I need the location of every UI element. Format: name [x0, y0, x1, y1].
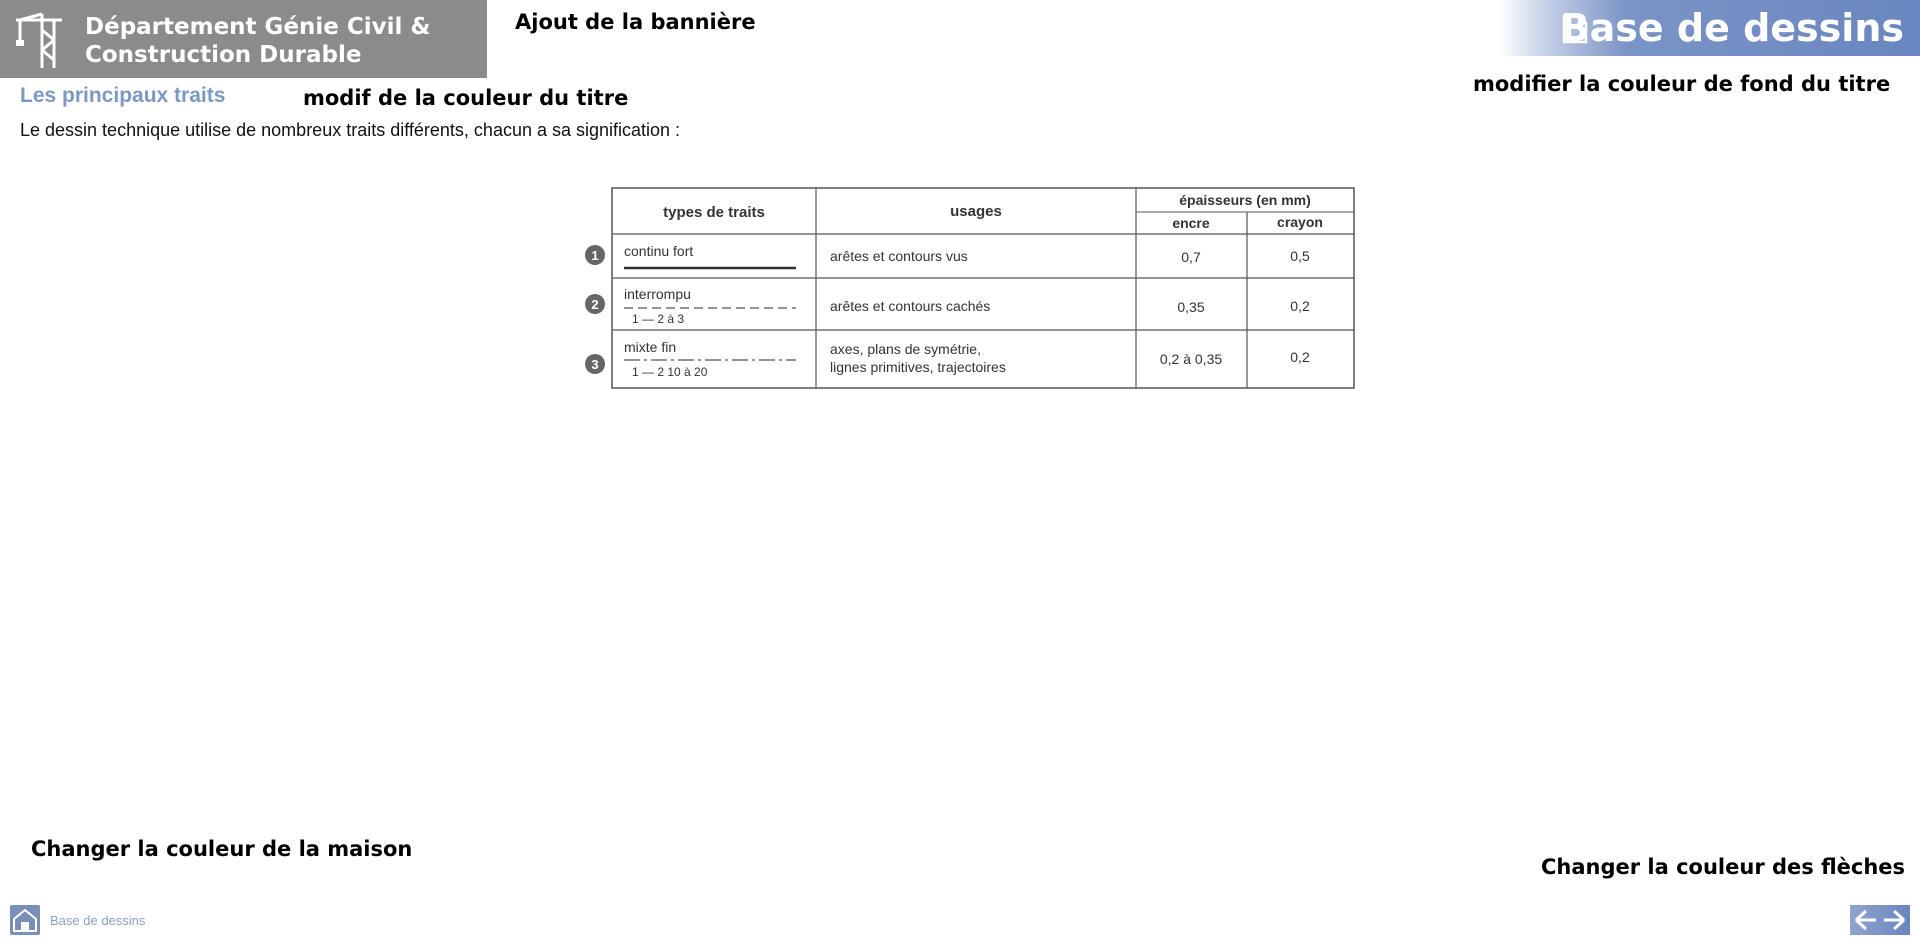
- department-name-line2: Construction Durable: [85, 42, 362, 68]
- navigation-arrows[interactable]: [1850, 905, 1910, 935]
- row-ink: 0,2 à 0,35: [1159, 351, 1223, 367]
- row-type: interrompu: [624, 286, 691, 302]
- row-usage-line1: axes, plans de symétrie,: [830, 341, 981, 357]
- note-banner: Ajout de la bannière: [515, 10, 756, 34]
- note-house-color: Changer la couleur de la maison: [31, 837, 413, 861]
- row-ink: 0,35: [1177, 299, 1205, 315]
- footer-label: Base de dessins: [50, 913, 146, 928]
- crane-icon: [12, 10, 66, 70]
- line-types-table: [582, 186, 1358, 390]
- note-title-background: modifier la couleur de fond du titre: [1473, 72, 1891, 96]
- row-number: 3: [591, 357, 599, 372]
- row-type: mixte fin: [624, 339, 677, 355]
- home-icon: [10, 905, 40, 935]
- department-name-line1: Département Génie Civil &: [85, 14, 431, 40]
- row-dimensions: 1 — 2 10 à 20: [632, 365, 708, 379]
- app-title: Base de dessins: [1560, 6, 1904, 50]
- header-types: types de traits: [663, 204, 765, 221]
- row-usage-line2: lignes primitives, trajectoires: [830, 359, 1006, 375]
- arrows-icon: [1850, 905, 1910, 935]
- header-thickness: épaisseurs (en mm): [1179, 192, 1311, 208]
- note-arrows-color: Changer la couleur des flèches: [1541, 855, 1906, 879]
- row-pencil: 0,2: [1290, 298, 1310, 314]
- row-dimensions: 1 — 2 à 3: [632, 312, 685, 326]
- section-title: Les principaux traits: [20, 84, 226, 107]
- row-ink: 0,7: [1181, 249, 1201, 265]
- header-ink: encre: [1172, 215, 1210, 231]
- row-usage: arêtes et contours cachés: [830, 298, 991, 314]
- home-button[interactable]: [10, 905, 40, 935]
- app-title-box: [1500, 0, 1920, 56]
- department-banner: [0, 0, 487, 78]
- department-name: [85, 13, 430, 69]
- header-usages: usages: [950, 203, 1002, 220]
- note-title-color: modif de la couleur du titre: [303, 86, 629, 110]
- row-number: 1: [591, 248, 599, 263]
- intro-text: Le dessin technique utilise de nombreux traits différents, chacun a sa signification :: [20, 120, 681, 140]
- row-type: continu fort: [624, 243, 694, 259]
- row-number: 2: [591, 297, 599, 312]
- row-pencil: 0,2: [1290, 349, 1310, 365]
- row-pencil: 0,5: [1290, 248, 1310, 264]
- header-pencil: crayon: [1277, 214, 1323, 230]
- row-usage: arêtes et contours vus: [830, 248, 968, 264]
